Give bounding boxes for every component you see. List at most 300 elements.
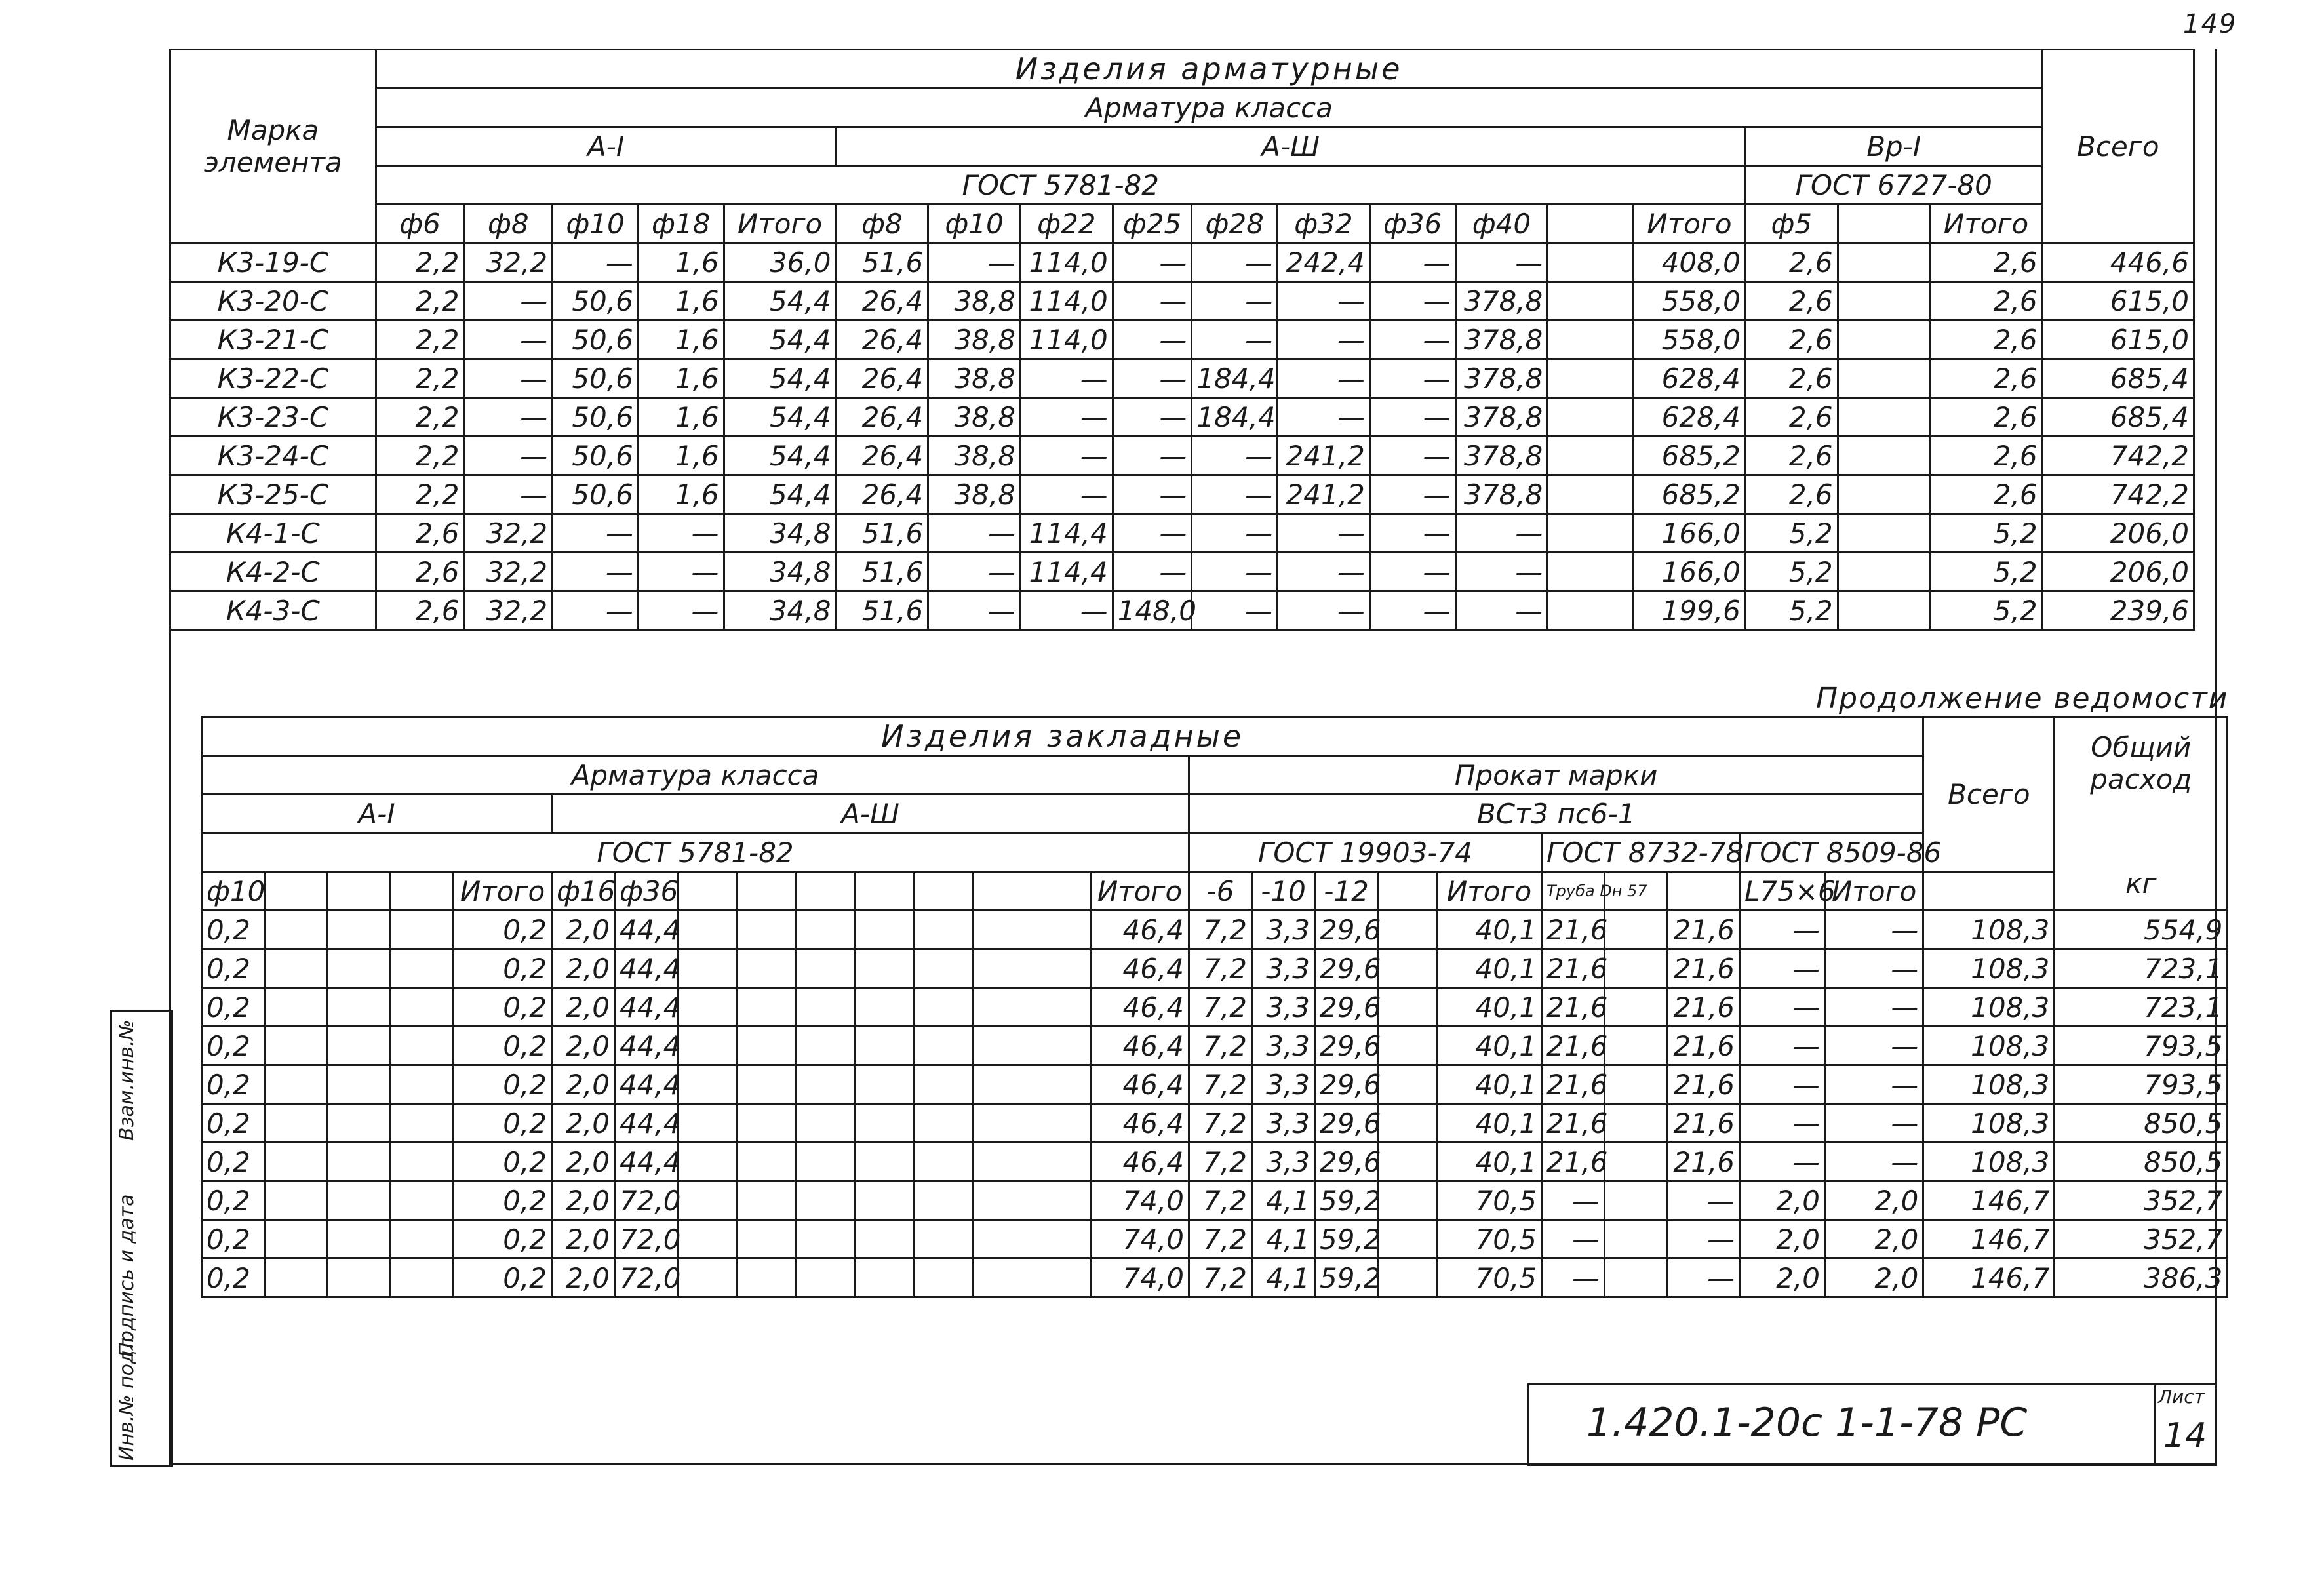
table-cell: —	[1542, 1259, 1605, 1297]
table-cell: 685,4	[2042, 359, 2194, 398]
table-cell: 685,2	[1633, 437, 1745, 475]
table-cell	[1605, 1181, 1668, 1220]
table-cell: 50,6	[553, 475, 639, 514]
table-cell: —	[1369, 591, 1455, 630]
table-cell: 0,2	[202, 949, 265, 988]
table-cell: 850,5	[2055, 1143, 2228, 1181]
table-cell: 3,3	[1252, 1143, 1315, 1181]
table-cell: —	[464, 321, 553, 359]
table-cell	[1605, 949, 1668, 988]
gost-5781-header: ГОСТ 5781-82	[376, 166, 1745, 205]
table1-title: Изделия арматурные	[376, 50, 2042, 89]
table-cell: 2,6	[1930, 437, 2042, 475]
table-cell	[265, 1259, 328, 1297]
table-cell: —	[1113, 553, 1192, 591]
table-cell: 44,4	[615, 1104, 678, 1143]
table-cell: 46,4	[1091, 949, 1189, 988]
table-cell: 0,2	[202, 1065, 265, 1104]
element-mark-cell: К3-23-С	[170, 398, 376, 437]
element-mark-cell: К3-19-С	[170, 243, 376, 282]
table-cell: —	[1740, 911, 1825, 949]
table-cell	[391, 911, 454, 949]
embedded-items-table	[201, 716, 2228, 1298]
table-cell: 21,6	[1668, 1104, 1740, 1143]
element-mark-cell: К3-21-С	[170, 321, 376, 359]
table-cell: 108,3	[1923, 911, 2055, 949]
col-header	[1548, 205, 1634, 243]
table-cell: 114,0	[1020, 321, 1113, 359]
table-cell	[265, 911, 328, 949]
table-cell: —	[1369, 398, 1455, 437]
table-cell: 21,6	[1668, 1027, 1740, 1065]
table-row	[170, 359, 2194, 398]
table-cell	[265, 1104, 328, 1143]
table-cell	[914, 1065, 973, 1104]
element-mark-cell: К4-2-С	[170, 553, 376, 591]
table-cell: 146,7	[1923, 1220, 2055, 1259]
col-header: ф6	[376, 205, 464, 243]
side-label-replace: Взам.инв.№	[115, 1019, 138, 1141]
table-cell: —	[1369, 437, 1455, 475]
table-cell	[1548, 282, 1634, 321]
table-cell: 0,2	[454, 1143, 552, 1181]
table-cell	[1378, 911, 1437, 949]
table-cell: 34,8	[724, 591, 836, 630]
table-cell: 29,6	[1315, 1104, 1378, 1143]
table-cell: —	[1740, 1065, 1825, 1104]
table-cell: 74,0	[1091, 1259, 1189, 1297]
table-cell: 206,0	[2042, 514, 2194, 553]
table-cell: 2,2	[376, 475, 464, 514]
table-cell	[265, 988, 328, 1027]
table-cell	[796, 1104, 855, 1143]
table-cell: —	[464, 398, 553, 437]
table-cell: —	[1192, 475, 1278, 514]
table-cell	[678, 1104, 737, 1143]
table2-title: Изделия закладные	[202, 717, 1923, 756]
col-header: ф32	[1278, 205, 1370, 243]
table-cell	[1548, 243, 1634, 282]
table-cell: 29,6	[1315, 949, 1378, 988]
table-cell: 206,0	[2042, 553, 2194, 591]
table-cell: 50,6	[553, 321, 639, 359]
table-cell: 685,2	[1633, 475, 1745, 514]
sheet-label: Лист	[2158, 1386, 2205, 1408]
table-cell: 3,3	[1252, 911, 1315, 949]
table-cell	[328, 1181, 391, 1220]
table-cell: 146,7	[1923, 1181, 2055, 1220]
table-cell	[796, 1220, 855, 1259]
table-cell	[737, 1104, 796, 1143]
overall-header	[2055, 717, 2228, 911]
table-cell	[328, 1027, 391, 1065]
table-row	[202, 1143, 2228, 1181]
table-cell	[1378, 949, 1437, 988]
table-cell	[855, 1220, 914, 1259]
col-header: L75×6	[1740, 872, 1825, 911]
table-cell	[678, 988, 737, 1027]
table-cell	[973, 1143, 1091, 1181]
table-cell: 352,7	[2055, 1220, 2228, 1259]
table-cell: 241,2	[1278, 475, 1370, 514]
table-cell: 32,2	[464, 243, 553, 282]
table-cell: 0,2	[454, 1220, 552, 1259]
table-cell: —	[928, 514, 1021, 553]
table-cell: 0,2	[454, 1104, 552, 1143]
table2-gost-5781: ГОСТ 5781-82	[202, 833, 1189, 872]
element-mark-cell: К3-20-С	[170, 282, 376, 321]
table-cell: 2,6	[1930, 398, 2042, 437]
table-cell	[328, 988, 391, 1027]
col-header: Труба Dн 57	[1542, 872, 1605, 911]
table-cell: —	[1825, 911, 1923, 949]
table-cell: 54,4	[724, 321, 836, 359]
table-cell: 2,0	[552, 1104, 615, 1143]
table-cell: 44,4	[615, 1027, 678, 1065]
table-cell	[796, 1065, 855, 1104]
table-cell	[1605, 1143, 1668, 1181]
col-header: -10	[1252, 872, 1315, 911]
table-cell: 386,3	[2055, 1259, 2228, 1297]
table-cell: 7,2	[1189, 1220, 1252, 1259]
table-row	[170, 553, 2194, 591]
table-cell	[1548, 437, 1634, 475]
table-cell	[678, 1065, 737, 1104]
table-cell: —	[1455, 514, 1548, 553]
table-cell: 74,0	[1091, 1181, 1189, 1220]
table-cell	[328, 1104, 391, 1143]
table-cell: —	[1192, 243, 1278, 282]
table-cell: 70,5	[1437, 1181, 1542, 1220]
table-cell	[328, 1259, 391, 1297]
table-cell: 378,8	[1455, 321, 1548, 359]
table-cell: 558,0	[1633, 321, 1745, 359]
table-cell: —	[1020, 437, 1113, 475]
table-cell: 0,2	[202, 988, 265, 1027]
table-cell: 5,2	[1930, 514, 2042, 553]
table-cell: 2,0	[1825, 1181, 1923, 1220]
table-cell	[1548, 514, 1634, 553]
table-cell: 3,3	[1252, 1104, 1315, 1143]
table-cell	[973, 1259, 1091, 1297]
table-cell: 108,3	[1923, 1065, 2055, 1104]
col-header	[1668, 872, 1740, 911]
table-cell: 793,5	[2055, 1027, 2228, 1065]
table-cell	[914, 1259, 973, 1297]
table-cell: —	[1369, 359, 1455, 398]
table-cell	[737, 1065, 796, 1104]
table-cell: 5,2	[1745, 553, 1838, 591]
table-cell: 742,2	[2042, 475, 2194, 514]
table-cell: 0,2	[454, 949, 552, 988]
table-cell: —	[928, 553, 1021, 591]
table-cell	[1605, 1027, 1668, 1065]
table-cell	[1378, 1027, 1437, 1065]
table-cell	[1838, 475, 1930, 514]
table-cell	[973, 988, 1091, 1027]
table-cell: 685,4	[2042, 398, 2194, 437]
table-cell: 32,2	[464, 553, 553, 591]
table-cell: 0,2	[454, 1181, 552, 1220]
table-cell: 0,2	[202, 1143, 265, 1181]
table-cell: 44,4	[615, 1065, 678, 1104]
table-cell	[855, 949, 914, 988]
table-row	[202, 1220, 2228, 1259]
table-cell	[1378, 1259, 1437, 1297]
table-cell: 108,3	[1923, 1027, 2055, 1065]
col-header	[737, 872, 796, 911]
table-cell: 34,8	[724, 514, 836, 553]
table-cell: 352,7	[2055, 1181, 2228, 1220]
table-cell	[678, 1259, 737, 1297]
table-cell: —	[1278, 282, 1370, 321]
table-cell: 36,0	[724, 243, 836, 282]
table-cell	[1838, 359, 1930, 398]
table-cell: 40,1	[1437, 1104, 1542, 1143]
table-cell: —	[464, 437, 553, 475]
table-cell: —	[1192, 437, 1278, 475]
table-cell: 0,2	[202, 1220, 265, 1259]
col-header: Итого	[1633, 205, 1745, 243]
table-cell: 72,0	[615, 1181, 678, 1220]
table-cell	[1605, 1104, 1668, 1143]
table-cell: 26,4	[836, 282, 928, 321]
table-cell: —	[1369, 243, 1455, 282]
col-header: Итого	[1437, 872, 1542, 911]
table-cell: 5,2	[1930, 591, 2042, 630]
table-cell: 7,2	[1189, 911, 1252, 949]
table-cell: 2,0	[552, 988, 615, 1027]
table-cell: —	[638, 591, 724, 630]
table-cell	[973, 1104, 1091, 1143]
table-cell: 2,6	[1930, 321, 2042, 359]
table-cell: —	[1740, 988, 1825, 1027]
table-cell: —	[1369, 553, 1455, 591]
table-cell	[265, 949, 328, 988]
table-cell: 29,6	[1315, 1027, 1378, 1065]
table2-a1-header: А-I	[202, 795, 552, 833]
table-cell: 21,6	[1668, 949, 1740, 988]
table-cell: 108,3	[1923, 1104, 2055, 1143]
table-cell: 50,6	[553, 437, 639, 475]
table-cell: 378,8	[1455, 398, 1548, 437]
table-cell: —	[1825, 988, 1923, 1027]
table-cell: —	[928, 243, 1021, 282]
table-cell: 723,1	[2055, 949, 2228, 988]
bp-header: Вр-I	[1745, 127, 2042, 166]
table-cell: 166,0	[1633, 553, 1745, 591]
table-cell: 0,2	[454, 1065, 552, 1104]
table-cell: —	[638, 553, 724, 591]
table-cell	[737, 949, 796, 988]
table-cell: 72,0	[615, 1220, 678, 1259]
table-cell	[1838, 514, 1930, 553]
table-cell	[391, 1104, 454, 1143]
table-cell: 7,2	[1189, 1027, 1252, 1065]
table-row	[170, 591, 2194, 630]
table-cell	[328, 1143, 391, 1181]
element-mark-cell: К3-24-С	[170, 437, 376, 475]
table-cell: 40,1	[1437, 1065, 1542, 1104]
table-cell: 239,6	[2042, 591, 2194, 630]
gost-6727-header: ГОСТ 6727-80	[1745, 166, 2042, 205]
table-cell: —	[1278, 398, 1370, 437]
table-cell	[914, 1181, 973, 1220]
table-cell: 2,6	[1930, 359, 2042, 398]
table-cell: 2,2	[376, 243, 464, 282]
table-cell: 50,6	[553, 359, 639, 398]
table-cell: —	[1455, 553, 1548, 591]
table-cell: —	[1369, 475, 1455, 514]
table-cell: 446,6	[2042, 243, 2194, 282]
col-header: ф28	[1192, 205, 1278, 243]
element-mark-cell: К4-1-С	[170, 514, 376, 553]
table-cell: —	[553, 553, 639, 591]
table-cell: 54,4	[724, 475, 836, 514]
table-cell	[1838, 437, 1930, 475]
table-cell	[855, 1181, 914, 1220]
table2-total-header: Всего	[1923, 717, 2055, 872]
table-cell	[678, 1027, 737, 1065]
table-cell: 242,4	[1278, 243, 1370, 282]
col-header: Итого	[1825, 872, 1923, 911]
table-cell: —	[928, 591, 1021, 630]
table-cell	[796, 988, 855, 1027]
table-cell	[855, 1027, 914, 1065]
table-cell: 0,2	[454, 911, 552, 949]
table-cell: 615,0	[2042, 282, 2194, 321]
table-cell	[796, 949, 855, 988]
table-cell: —	[1113, 243, 1192, 282]
table-cell: —	[553, 591, 639, 630]
table-cell	[973, 911, 1091, 949]
col-header: ф10	[202, 872, 265, 911]
table-cell	[1605, 988, 1668, 1027]
table-cell: 26,4	[836, 398, 928, 437]
table-cell: 26,4	[836, 321, 928, 359]
table-cell: 2,6	[1930, 243, 2042, 282]
table-cell	[796, 1027, 855, 1065]
col-header: ф25	[1113, 205, 1192, 243]
table-cell: 4,1	[1252, 1181, 1315, 1220]
table-row	[202, 1104, 2228, 1143]
table-row	[170, 437, 2194, 475]
table2-column-header-row	[202, 872, 2228, 911]
table-cell	[855, 1104, 914, 1143]
table-cell: 108,3	[1923, 1143, 2055, 1181]
table-cell: —	[1278, 553, 1370, 591]
table-cell	[1838, 553, 1930, 591]
table-cell: 2,0	[552, 1027, 615, 1065]
table-cell: 1,6	[638, 437, 724, 475]
col-header: ф10	[928, 205, 1021, 243]
col-header	[391, 872, 454, 911]
table-cell: 378,8	[1455, 437, 1548, 475]
table-cell: 2,6	[1745, 398, 1838, 437]
table2-gost-19903: ГОСТ 19903-74	[1189, 833, 1542, 872]
col-header: ф22	[1020, 205, 1113, 243]
table-row	[202, 988, 2228, 1027]
table-cell: —	[1113, 282, 1192, 321]
table-cell: 1,6	[638, 475, 724, 514]
table-cell: 2,2	[376, 437, 464, 475]
table-cell	[1838, 282, 1930, 321]
col-header	[973, 872, 1091, 911]
col-header	[796, 872, 855, 911]
total-header: Всего	[2042, 50, 2194, 243]
table-cell	[737, 1181, 796, 1220]
table-cell	[1548, 321, 1634, 359]
table-cell	[391, 949, 454, 988]
table-cell: 2,6	[376, 514, 464, 553]
table-cell: —	[1740, 1104, 1825, 1143]
table-cell	[1838, 591, 1930, 630]
col-header-empty	[1923, 872, 2055, 911]
table-cell: —	[1020, 591, 1113, 630]
table-cell	[914, 1220, 973, 1259]
table-cell: 5,2	[1745, 514, 1838, 553]
table-cell	[328, 949, 391, 988]
table-cell	[914, 911, 973, 949]
table-cell	[1378, 1220, 1437, 1259]
table1-body	[170, 243, 2194, 630]
table-cell	[1605, 1220, 1668, 1259]
table-cell: 21,6	[1542, 988, 1605, 1027]
table-cell: —	[1113, 398, 1192, 437]
table-cell: 0,2	[202, 1259, 265, 1297]
table-cell: 46,4	[1091, 911, 1189, 949]
table-cell: 59,2	[1315, 1220, 1378, 1259]
table-cell: 7,2	[1189, 1143, 1252, 1181]
table-cell: 44,4	[615, 911, 678, 949]
table2-a3-header: А-Ш	[552, 795, 1189, 833]
table-cell: —	[1192, 553, 1278, 591]
table-cell: 46,4	[1091, 1104, 1189, 1143]
table-cell	[1605, 1065, 1668, 1104]
table-cell: 184,4	[1192, 398, 1278, 437]
table-cell	[1378, 1104, 1437, 1143]
table-cell	[973, 1065, 1091, 1104]
table-cell: 4,1	[1252, 1220, 1315, 1259]
table-cell: —	[464, 282, 553, 321]
table-cell: 40,1	[1437, 1027, 1542, 1065]
a1-header: А-I	[376, 127, 836, 166]
table-row	[170, 243, 2194, 282]
table-cell: 184,4	[1192, 359, 1278, 398]
col-header: ф5	[1745, 205, 1838, 243]
table-cell: 615,0	[2042, 321, 2194, 359]
table-cell: —	[1020, 359, 1113, 398]
table-row	[170, 475, 2194, 514]
table-cell: 38,8	[928, 475, 1021, 514]
table-cell: 40,1	[1437, 949, 1542, 988]
table-cell: —	[1369, 514, 1455, 553]
table-cell: 46,4	[1091, 988, 1189, 1027]
reinforcement-items-table	[169, 49, 2195, 631]
table-cell	[678, 949, 737, 988]
page-number: 149	[2183, 9, 2237, 39]
table-cell	[391, 1065, 454, 1104]
table-cell	[737, 988, 796, 1027]
col-header: -6	[1189, 872, 1252, 911]
table-cell	[265, 1181, 328, 1220]
table-cell	[914, 949, 973, 988]
table-row	[202, 911, 2228, 949]
col-header: ф10	[553, 205, 639, 243]
table-cell: 850,5	[2055, 1104, 2228, 1143]
table-cell: 26,4	[836, 359, 928, 398]
table-row	[202, 1259, 2228, 1297]
